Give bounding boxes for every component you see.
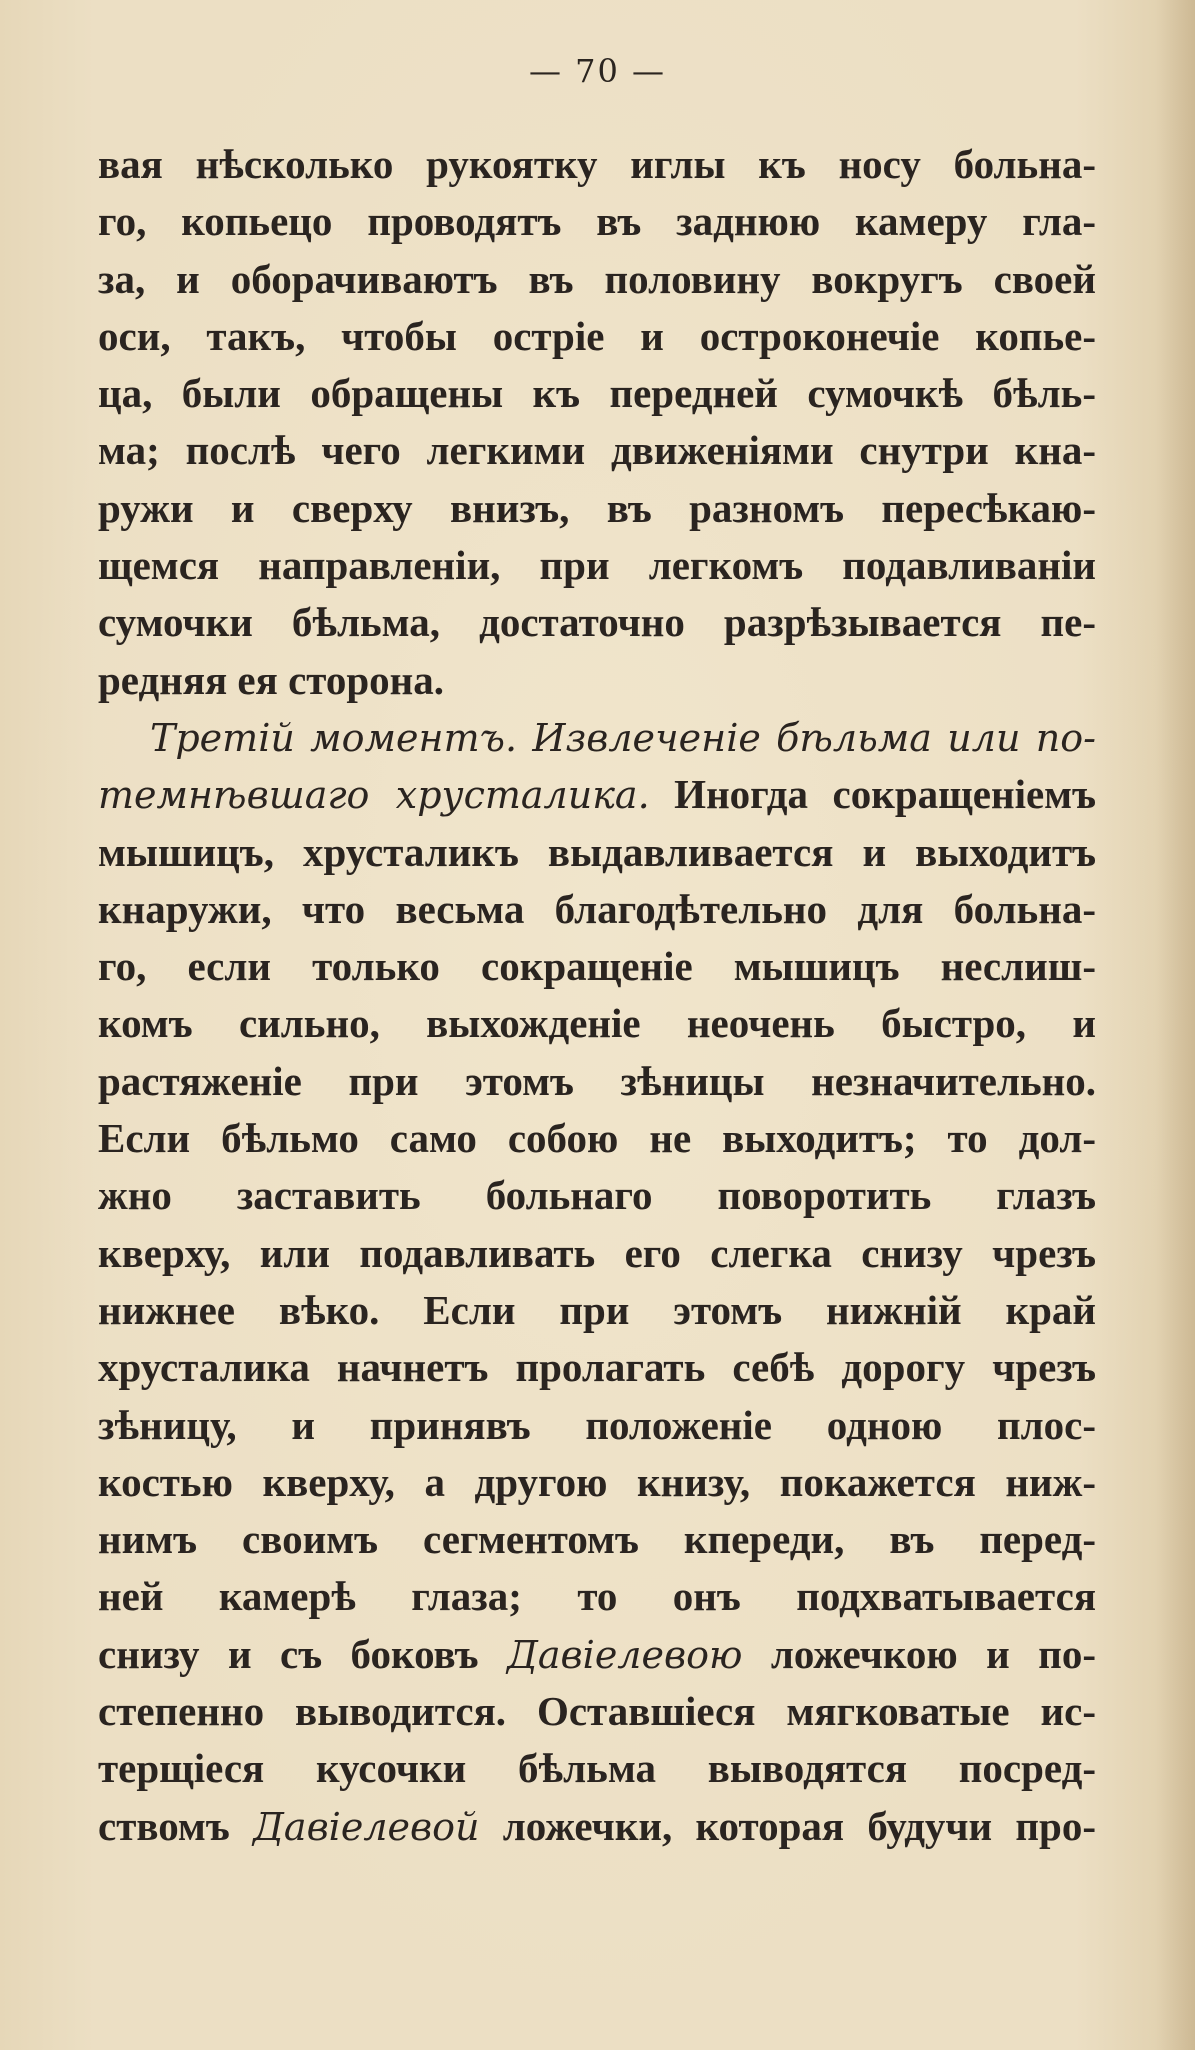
- text-line: [98, 1798, 1096, 1855]
- text-line: Если бѣльмо само собою не выходитъ; то дол-: [98, 1115, 1096, 1162]
- text-line: оси, такъ, чтобы острiе и остроконечiе копье-: [98, 312, 1096, 359]
- text-line: костью кверху, а другою книзу, покажется ниж-: [98, 1458, 1096, 1505]
- section-heading: Третiй моментъ. Извлеченiе бѣльма или по-: [150, 715, 1096, 760]
- text-line: кверху, или подавливать его слегка снизу чрезъ: [98, 1229, 1096, 1276]
- text-line: за, и оборачиваютъ въ половину вокругъ своей: [98, 255, 1096, 302]
- section-heading-continued: темнѣвшаго хрусталика.: [98, 773, 650, 818]
- text-line: кнаружи, что весьма благодѣтельно для больна-: [98, 885, 1096, 932]
- text-line: ма; послѣ чего легкими движенiями снутри кна-: [98, 427, 1096, 474]
- text-line: ца, были обращены къ передней сумочкѣ бѣль-: [98, 370, 1096, 417]
- page-number: — 70 —: [528, 52, 667, 90]
- italic-name: Давiелевою: [507, 1632, 743, 1677]
- text-fragment: Иногда сокращенiемъ: [649, 771, 1096, 818]
- italic-name: Давiелевой: [253, 1804, 480, 1849]
- text-line: [98, 1626, 1096, 1683]
- text-line: комъ сильно, выхожденiе неочень быстро, и: [98, 1000, 1096, 1047]
- text-line: ней камерѣ глаза; то онъ подхватывается: [98, 1573, 1096, 1620]
- text-line: редняя ея сторона.: [98, 656, 445, 703]
- text-fragment: ствомъ: [98, 1802, 254, 1849]
- text-line: жно заставить больнаго поворотить глазъ: [98, 1172, 1096, 1219]
- text-line: ружи и сверху внизъ, въ разномъ пересѣкаю-: [98, 484, 1096, 531]
- text-line: [98, 766, 1096, 823]
- text-line: растяженiе при этомъ зѣницы незначительно.: [98, 1057, 1096, 1104]
- text-line: хрусталика начнетъ пролагать себѣ дорогу чрезъ: [98, 1344, 1096, 1391]
- text-line: нижнее вѣко. Если при этомъ нижнiй край: [98, 1286, 1096, 1333]
- page-edge-shadow: [1155, 0, 1195, 2050]
- text-fragment: ложечки, которая будучи про-: [479, 1802, 1096, 1849]
- section-heading-line: [98, 709, 1096, 766]
- text-line: го, копьецо проводятъ въ заднюю камеру гла-: [98, 198, 1096, 245]
- text-line: зѣницу, и принявъ положенiе одною плос-: [98, 1401, 1096, 1448]
- text-fragment: ложечкою и по-: [742, 1630, 1096, 1677]
- text-line: сумочки бѣльма, достаточно разрѣзывается пе-: [98, 599, 1096, 646]
- text-fragment: снизу и съ боковъ: [98, 1630, 507, 1677]
- text-line: вая нѣсколько рукоятку иглы къ носу больна-: [98, 141, 1096, 187]
- text-line: го, если только сокращенiе мышицъ неслиш-: [98, 943, 1096, 990]
- text-line: щемся направленiи, при легкомъ подавливанiи: [98, 542, 1096, 589]
- text-line: мышицъ, хрусталикъ выдавливается и выходитъ: [98, 828, 1096, 875]
- text-line: нимъ своимъ сегментомъ кпереди, въ перед-: [98, 1516, 1096, 1563]
- text-line: степенно выводится. Оставшiеся мягковатые ис-: [98, 1688, 1096, 1735]
- text-line: терщiеся кусочки бѣльма выводятся посред-: [98, 1745, 1096, 1792]
- page-text: [98, 136, 1096, 1855]
